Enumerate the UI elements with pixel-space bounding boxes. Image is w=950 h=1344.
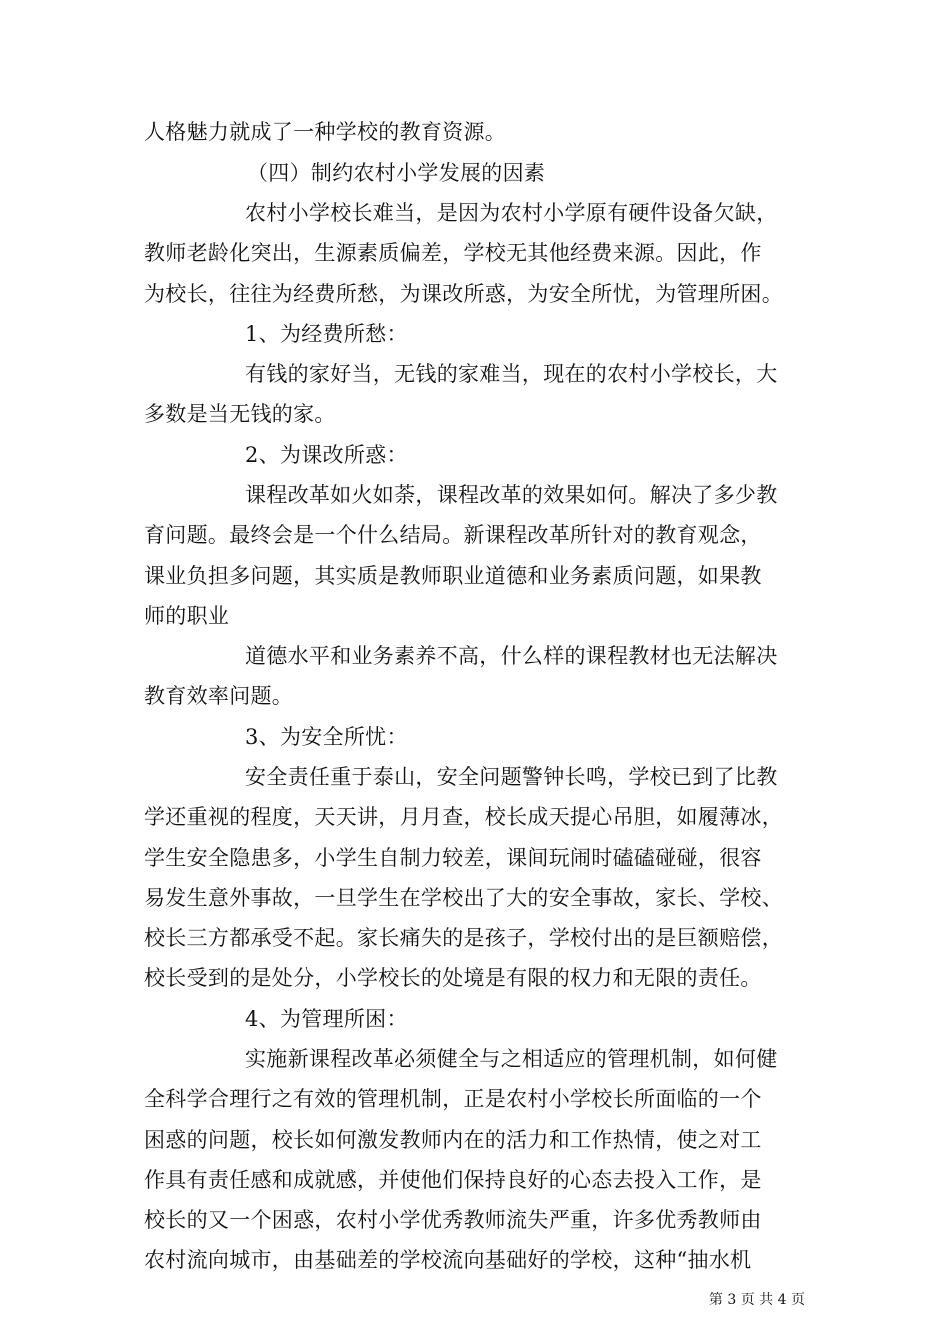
text-line: 学还重视的程度，天天讲，月月查，校长成天提心吊胆，如履薄冰， — [144, 805, 783, 829]
text-line: 有钱的家好当，无钱的家难当，现在的农村小学校长，大 — [245, 362, 778, 386]
text-line: 道德水平和业务素养不高，什么样的课程教材也无法解决 — [245, 644, 778, 668]
text-line: 困惑的问题，校长如何激发教师内在的活力和工作热情，使之对工 — [144, 1128, 762, 1152]
text-line: 学生安全隐患多，小学生自制力较差，课间玩闹时磕磕碰碰，很容 — [144, 846, 762, 870]
text-line: 全科学合理行之有效的管理机制，正是农村小学校长所面临的一个 — [144, 1087, 762, 1111]
text-line: 师的职业 — [144, 604, 230, 628]
text-line: 农村小学校长难当，是因为农村小学原有硬件设备欠缺， — [245, 201, 778, 225]
text-line: 实施新课程改革必须健全与之相适应的管理机制，如何健 — [245, 1047, 778, 1071]
text-line: 农村流向城市，由基础差的学校流向基础好的学校，这种“抽水机 — [144, 1248, 752, 1272]
subheading: 3、为安全所忧： — [245, 725, 408, 749]
text-line: 校长受到的是处分，小学校长的处境是有限的权力和无限的责任。 — [144, 966, 762, 990]
text-line: 校长三方都承受不起。家长痛失的是孩子，学校付出的是巨额赔偿， — [144, 926, 783, 950]
text-line: 为校长，往往为经费所愁，为课改所惑，为安全所忧，为管理所困。 — [144, 282, 783, 306]
text-line: 育问题。最终会是一个什么结局。新课程改革所针对的教育观念， — [144, 523, 762, 547]
subheading: 2、为课改所惑： — [245, 443, 408, 467]
text-line: 作具有责任感和成就感，并使他们保持良好的心态去投入工作，是 — [144, 1168, 762, 1192]
text-line: 易发生意外事故，一旦学生在学校出了大的安全事故，家长、学校、 — [144, 886, 783, 910]
text-line: 课业负担多问题，其实质是教师职业道德和业务素质问题，如果教 — [144, 564, 762, 588]
text-line: 课程改革如火如荼，课程改革的效果如何。解决了多少教 — [245, 483, 778, 507]
subheading: 4、为管理所困： — [245, 1007, 408, 1031]
text-line: 教师老龄化突出，生源素质偏差，学校无其他经费来源。因此，作 — [144, 241, 762, 265]
subheading: 1、为经费所愁： — [245, 322, 408, 346]
text-line: 教育效率问题。 — [144, 684, 294, 708]
page-number-footer: 第 3 页 共 4 页 — [708, 1292, 805, 1308]
text-line: 安全责任重于泰山，安全问题警钟长鸣，学校已到了比教 — [245, 765, 778, 789]
text-line: 校长的又一个困惑，农村小学优秀教师流失严重，许多优秀教师由 — [144, 1208, 762, 1232]
text-line: 多数是当无钱的家。 — [144, 402, 336, 426]
text-line: 人格魅力就成了一种学校的教育资源。 — [144, 120, 507, 144]
section-heading: （四）制约农村小学发展的因素 — [247, 161, 546, 185]
